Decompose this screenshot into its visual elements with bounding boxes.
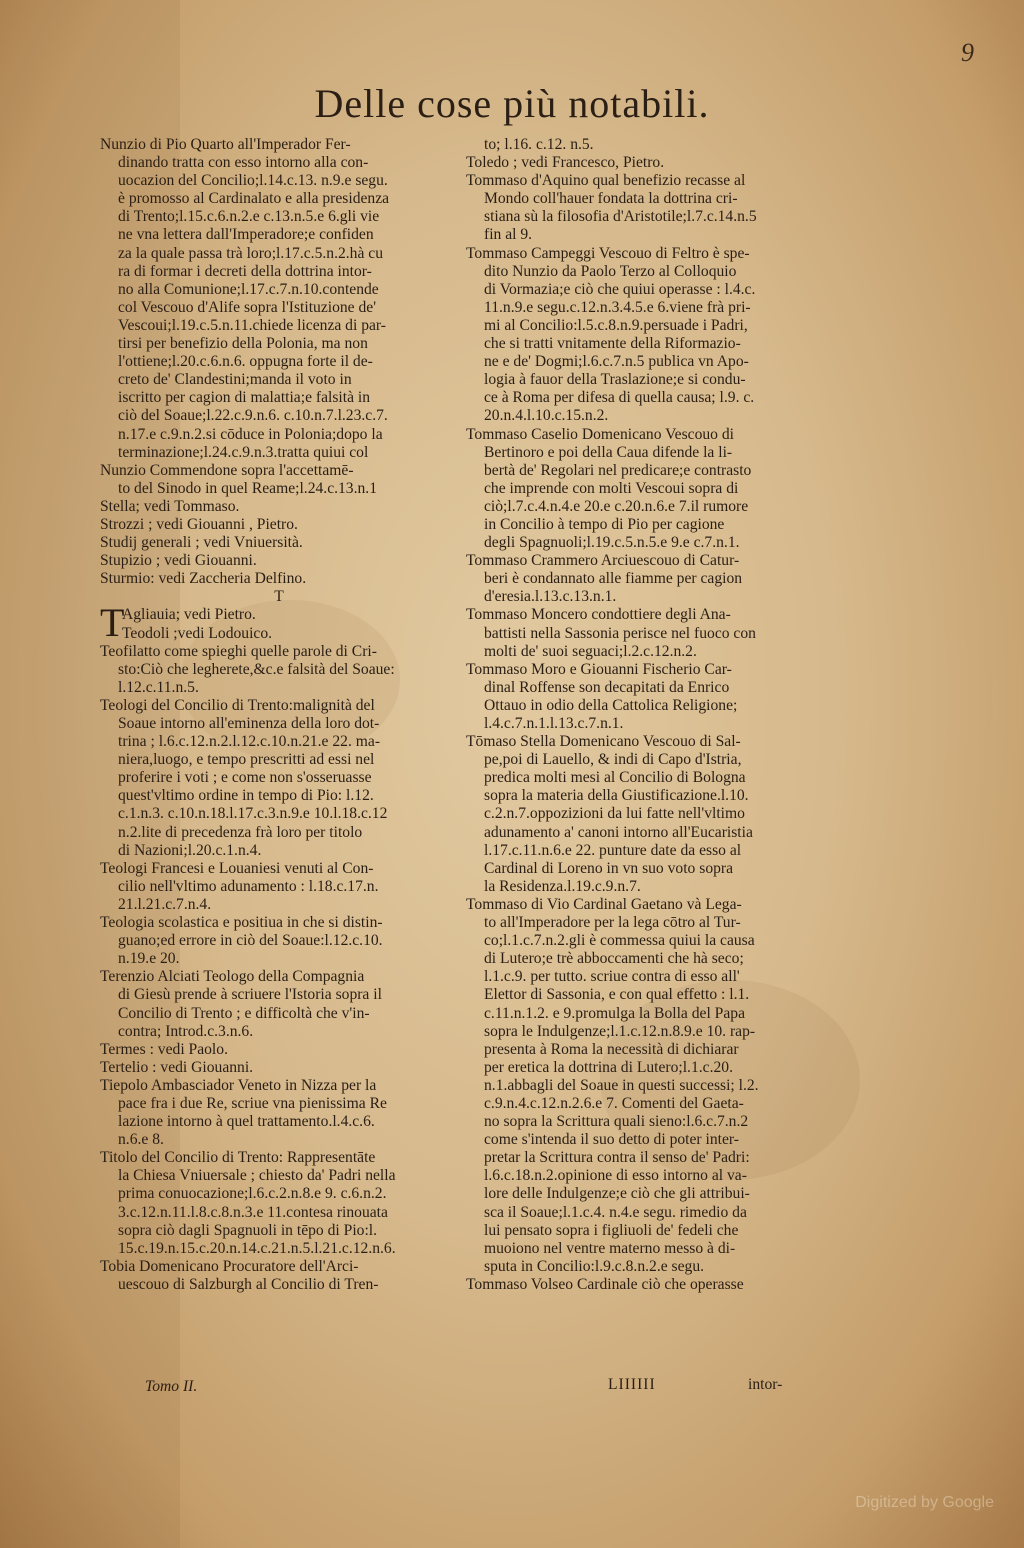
text-line: c.1.n.3. c.10.n.18.l.17.c.3.n.9.e 10.l.18.c.12: [118, 805, 388, 823]
text-line: 21.l.21.c.7.n.4.: [118, 895, 212, 913]
text-line: n.17.e c.9.n.2.si cōduce in Polonia;dopo la: [118, 425, 383, 443]
text-line: Terenzio Alciati Teologo della Compagnia: [100, 968, 365, 986]
text-line: no alla Comunione;l.17.c.7.n.10.contende: [118, 280, 379, 298]
text-line: n.1.abbagli del Soaue in questi successi; l.2.: [484, 1076, 759, 1094]
text-line: sopra la materia della Giustificazione.l.10.: [484, 787, 749, 805]
text-line: presenta à Roma la necessità di dichiarar: [484, 1040, 739, 1058]
text-line: Ottauo in odio della Cattolica Religione;: [484, 696, 738, 714]
text-line: lore delle Indulgenze;e ciò che gli attribui-: [484, 1185, 750, 1203]
text-line: col Vescouo d'Alife sopra l'Istituzione de': [118, 298, 377, 316]
text-line: pe,poi di Lauello, & indi di Capo d'Istria,: [484, 751, 742, 769]
text-line: Tiepolo Ambasciador Veneto in Nizza per la: [100, 1076, 377, 1094]
text-line: sopra le Indulgenze;l.1.c.12.n.8.9.e 10. rap-: [484, 1022, 756, 1040]
text-line: co;l.1.c.7.n.2.gli è commessa quiui la causa: [484, 932, 755, 950]
text-line: Vescoui;l.19.c.5.n.11.chiede licenza di par-: [118, 316, 387, 334]
text-line: dito Nunzio da Paolo Terzo al Colloquio: [484, 262, 737, 280]
text-line: Stella; vedi Tommaso.: [100, 497, 240, 515]
text-line: iscritto per cagion di malattia;e falsità in: [118, 389, 371, 407]
text-line: Stupizio ; vedi Giouanni.: [100, 552, 257, 570]
text-line: Tōmaso Stella Domenicano Vescouo di Sal-: [466, 733, 741, 751]
text-line: c.9.n.4.c.12.n.2.6.e 7. Comenti del Gaeta-: [484, 1094, 744, 1112]
text-line: to; l.16. c.12. n.5.: [484, 136, 594, 153]
text-line: Tertelio : vedi Giouanni.: [100, 1058, 254, 1076]
text-line: degli Spagnuoli;l.19.c.5.n.5.e 9.e c.7.n.1.: [484, 534, 740, 552]
right-column: [466, 136, 818, 1294]
dropcap-line: Agliauia; vedi Pietro. T: [100, 600, 256, 646]
text-line: Nunzio di Pio Quarto all'Imperador Fer-: [100, 136, 351, 153]
text-line: uescouo di Salzburgh al Concilio di Tren-: [118, 1275, 379, 1293]
text-line: niera,luogo, e tempo prescritti ad essi nel: [118, 751, 375, 769]
text-line: terminazione;l.24.c.9.n.3.tratta quiui col: [118, 443, 369, 461]
text-line: l.4.c.7.n.1.l.13.c.7.n.1.: [484, 715, 624, 732]
text-line: Teofilatto come spieghi quelle parole di Cri-: [100, 642, 377, 660]
text-line: 15.c.19.n.15.c.20.n.14.c.21.n.5.l.21.c.12.n.6.: [118, 1239, 396, 1257]
text-line: è promosso al Cardinalato e alla presidenza: [118, 190, 390, 208]
text-line: c.11.n.1.2. e 9.promulga la Bolla del Papa: [484, 1004, 745, 1022]
text-line: sputa in Concilio:l.9.c.8.n.2.e segu.: [484, 1257, 705, 1275]
text-line: creto de' Clandestini;manda il voto in: [118, 371, 352, 389]
text-line: Termes : vedi Paolo.: [100, 1040, 228, 1058]
text-line: uocazion del Concilio;l.14.c.13. n.9.e segu.: [118, 172, 388, 190]
text-line: Soaue intorno all'eminenza della loro dot-: [118, 715, 380, 732]
text-line: d'eresia.l.13.c.13.n.1.: [484, 588, 617, 606]
text-line: Tommaso d'Aquino qual benefizio recasse al: [466, 172, 746, 190]
text-line: sto:Ciò che legherete,&c.e falsità del Soaue:: [118, 660, 395, 678]
text-line: to del Sinodo in quel Reame;l.24.c.13.n.1: [118, 479, 377, 497]
text-line: ciò del Soaue;l.22.c.9.n.6. c.10.n.7.l.23.c.7.: [118, 407, 388, 425]
text-line: ne e de' Dogmi;l.6.c.7.n.5 publica vn Apo-: [484, 353, 749, 371]
text-line: muoiono nel ventre materno messo à di-: [484, 1239, 736, 1257]
text-line: Tommaso Campeggi Vescouo di Feltro è spe-: [466, 244, 750, 262]
text-line: logia à fauor della Traslazione;e si condu-: [484, 371, 746, 389]
text-line: 3.c.12.n.11.l.8.c.8.n.3.e 11.contesa rinouata: [118, 1203, 388, 1221]
text-line: pace fra i due Re, scriue vna pienissima Re: [118, 1094, 387, 1112]
text-line: come s'intenda il suo detto di poter inter-: [484, 1131, 739, 1149]
text-line: cilio nell'vltimo adunamento : l.18.c.17.n.: [118, 877, 379, 895]
page-header: Delle cose più notabili.: [314, 81, 710, 126]
text-line: Teologia scolastica e positiua in che si distin-: [100, 914, 383, 932]
text-line: l'ottiene;l.20.c.6.n.6. oppugna forte il de-: [118, 353, 373, 371]
text-line: Bertinoro e poi della Caua difende la li-: [484, 443, 733, 461]
left-column: [100, 136, 458, 1294]
text-line: Tommaso di Vio Cardinal Gaetano và Lega-: [466, 895, 742, 913]
text-line: trina ; l.6.c.12.n.2.l.12.c.10.n.21.e 22. ma-: [118, 733, 381, 751]
text-line: la Chiesa Vniuersale ; chiesto da' Padri nella: [118, 1167, 396, 1185]
catchword: intor-: [748, 1376, 783, 1393]
text-line: ra di formar i decreti della dottrina intor-: [118, 262, 372, 280]
text-line: Teologi del Concilio di Trento:malignità del: [100, 696, 375, 714]
volume-catchword: Tomo II.: [145, 1378, 198, 1395]
text-line: proferire i voti ; e come non s'osseruasse: [118, 769, 372, 787]
text-line: Tommaso Moro e Giouanni Fischerio Car-: [466, 660, 732, 678]
text-line: Toledo ; vedi Francesco, Pietro.: [466, 154, 665, 172]
text-line: che imprende con molti Vescoui sopra di: [484, 479, 739, 497]
text-line: fin al 9.: [484, 226, 533, 244]
text-line: che si tratti vnitamente della Riformazio-: [484, 335, 741, 353]
text-line: Tommaso Moncero condottiere degli Ana-: [466, 606, 731, 624]
text-line: in Concilio à tempo di Pio per cagione: [484, 515, 725, 533]
text-line: di Lutero;e trè abboccamenti che hà seco;: [484, 950, 744, 968]
text-line: Strozzi ; vedi Giouanni , Pietro.: [100, 515, 298, 533]
text-line: Tommaso Crammero Arciuescouo di Catur-: [466, 552, 740, 570]
text-line: sca il Soaue;l.1.c.4. n.4.e segu. rimedio da: [484, 1203, 747, 1221]
text-line: di Nazioni;l.20.c.1.n.4.: [118, 841, 262, 859]
text-line: pretar la Scrittura contra il senso de' Padri:: [484, 1149, 750, 1167]
text-line: prima conuocazione;l.6.c.2.n.8.e 9. c.6.n.2.: [118, 1185, 387, 1203]
text-line: Mondo coll'hauer fondata la dottrina cri-: [484, 190, 738, 208]
text-line: predica molti mesi al Concilio di Bologna: [484, 769, 746, 787]
text-line: guano;ed errore in ciò del Soaue:l.12.c.10.: [118, 932, 383, 950]
text-line: Sturmio: vedi Zaccheria Delfino.: [100, 570, 307, 588]
text-line: stiana sù la filosofia d'Aristotile;l.7.c.14.n.5: [484, 208, 757, 226]
text-line: bertà de' Regolari nel predicare;e contrasto: [484, 461, 752, 479]
text-line: Teologi Francesi e Louaniesi venuti al Con-: [100, 859, 374, 877]
text-line: Tobia Domenicano Procuratore dell'Arci-: [100, 1257, 359, 1275]
text-line: c.2.n.7.oppozizioni da lui fatte nell'vltimo: [484, 805, 745, 823]
text-line: lui pensato sopra i figliuoli de' fedeli che: [484, 1221, 739, 1239]
text-line: 11.n.9.e segu.c.12.n.3.4.5.e 6.viene frà pri-: [484, 298, 751, 316]
text-line: dinando tratta con esso intorno alla con-: [118, 154, 369, 172]
text-line: battisti nella Sassonia perisce nel fuoco con: [484, 624, 756, 642]
text-line: la Residenza.l.19.c.9.n.7.: [484, 877, 641, 895]
text-line: adunamento a' canoni intorno all'Eucaristia: [484, 823, 753, 841]
folio-number: 9: [961, 38, 974, 67]
text-line: l.12.c.11.n.5.: [118, 678, 199, 696]
text-line: Concilio di Trento ; e difficoltà che v'in-: [118, 1004, 370, 1022]
text-line: Teodoli ;vedi Lodouico.: [122, 624, 273, 642]
text-line: Cardinal di Loreno in vn suo voto sopra: [484, 859, 734, 877]
text-line: lazione intorno à quel trattamento.l.4.c.6.: [118, 1113, 375, 1131]
text-line: ce à Roma per difesa di quella causa; l.9. c.: [484, 389, 755, 407]
text-line: di Vormazia;e ciò che quiui operasse : l.4.c.: [484, 280, 756, 298]
drop-cap: T: [100, 600, 125, 646]
text-line: no sopra la Scrittura quali sieno:l.6.c.7.n.2: [484, 1113, 749, 1131]
text-line: ciò;l.7.c.4.n.4.e 20.e c.20.n.6.e 7.il rumore: [484, 497, 749, 515]
text-line: to all'Imperadore per la lega cōtro al Tur-: [484, 914, 741, 932]
text-line: n.19.e 20.: [118, 950, 180, 968]
text-line: 20.n.4.l.10.c.15.n.2.: [484, 407, 609, 425]
text-line: molti de' suoi seguaci;l.2.c.12.n.2.: [484, 642, 697, 660]
signature-mark: LIIIIII: [608, 1376, 656, 1393]
text-line: Titolo del Concilio di Trento: Rappresentāte: [100, 1149, 376, 1167]
text-line: Tommaso Caselio Domenicano Vescouo di: [466, 425, 735, 443]
text-line: za la quale passa trà loro;l.17.c.5.n.2.hà cu: [118, 244, 383, 262]
text-line: contra; Introd.c.3.n.6.: [118, 1022, 254, 1040]
text-line: dinal Roffense son decapitati da Enrico: [484, 678, 730, 696]
text-line: tirsi per benefizio della Polonia, ma non: [118, 335, 368, 353]
text-line: di Trento;l.15.c.6.n.2.e c.13.n.5.e 6.gli vie: [118, 208, 380, 226]
text-line: Nunzio Commendone sopra l'accettamē-: [100, 461, 354, 479]
text-line: n.6.e 8.: [118, 1131, 164, 1149]
text-line: quest'vltimo ordine in tempo di Pio: l.12.: [118, 787, 374, 805]
section-letter: T: [274, 588, 284, 606]
text-line: sopra ciò dagli Spagnuoli in tēpo di Pio:l.: [118, 1221, 378, 1239]
text-line: ne vna lettera dall'Imperadore;e confiden: [118, 226, 374, 244]
text-line: l.17.c.11.n.6.e 22. punture date da esso al: [484, 841, 742, 859]
text-line: mi al Concilio:l.5.c.8.n.9.persuade i Padri,: [484, 316, 748, 334]
text-line: Elettor di Sassonia, e con qual effetto : l.1.: [484, 986, 750, 1004]
text-line: beri è condannato alle fiamme per cagion: [484, 570, 743, 588]
text-line: di Giesù prende à scriuere l'Istoria sopra il: [118, 986, 382, 1004]
text-line: l.1.c.9. per tutto. scriue contra di esso all': [484, 968, 740, 986]
text-line: n.2.lite di precedenza frà loro per titolo: [118, 823, 363, 841]
text-line: Studij generali ; vedi Vniuersità.: [100, 534, 303, 552]
watermark: Digitized by Google: [855, 1494, 994, 1511]
text-line: l.6.c.18.n.2.opinione di esso intorno al va-: [484, 1167, 747, 1185]
text-line: Tommaso Volseo Cardinale ciò che operasse: [466, 1275, 744, 1293]
text-line: per eretica la dottrina di Lutero;l.1.c.20.: [484, 1058, 733, 1076]
